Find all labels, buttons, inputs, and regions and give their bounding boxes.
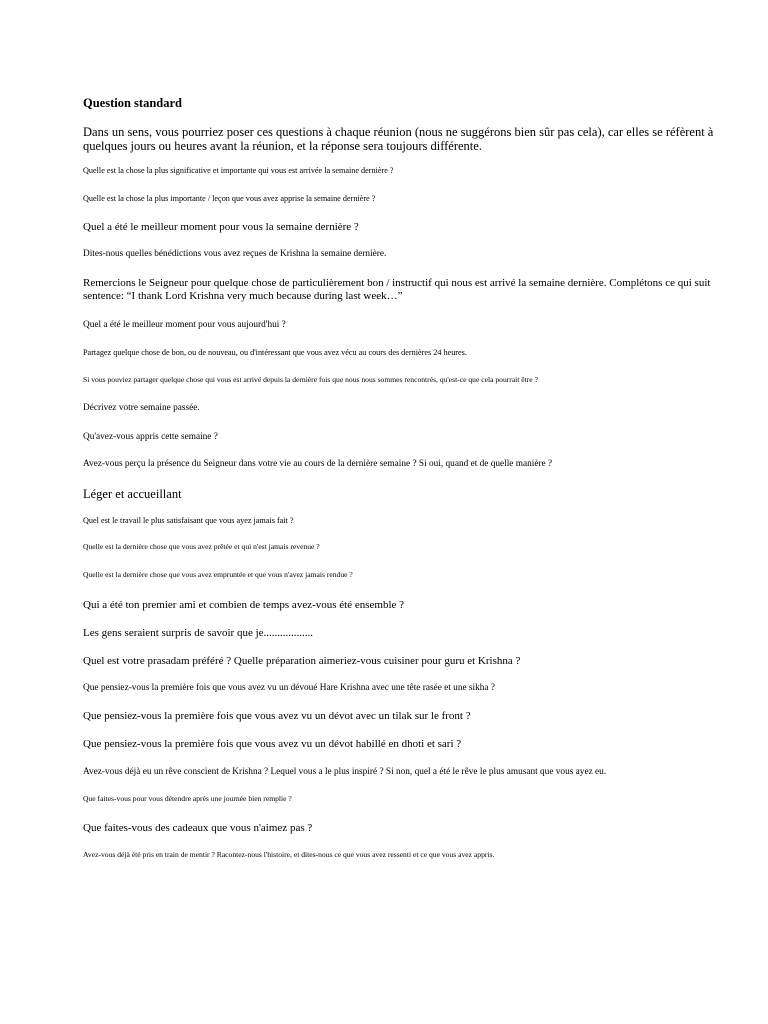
question-item: Que pensiez-vous la première fois que vous avez vu un dévot avec un tilak sur le front ? bbox=[83, 710, 471, 722]
intro-paragraph: Dans un sens, vous pourriez poser ces questions à chaque réunion (nous ne suggérons bien sûr pas cela), car elles se réfèrent à quelques jours ou heures avant la réunion, et la réponse sera toujours différente. bbox=[83, 125, 714, 154]
question-item: Qu'avez-vous appris cette semaine ? bbox=[83, 432, 218, 442]
question-item: Avez-vous déjà eu un rêve conscient de Krishna ? Lequel vous a le plus inspiré ? Si non, quel a été le rêve le plus amusant que vous ayez eu. bbox=[83, 767, 607, 777]
question-item: Dites-nous quelles bénédictions vous avez reçues de Krishna la semaine dernière. bbox=[83, 249, 387, 259]
question-item: Quelle est la chose la plus importante / leçon que vous avez apprise la semaine dernière ? bbox=[83, 194, 376, 203]
question-item: Que faites-vous des cadeaux que vous n'aimez pas ? bbox=[83, 822, 313, 834]
question-item: Les gens seraient surpris de savoir que je.................. bbox=[83, 627, 314, 639]
question-item: Quel a été le meilleur moment pour vous la semaine dernière ? bbox=[83, 221, 359, 233]
question-item: Que pensiez-vous la première fois que vous avez vu un dévot habillé en dhoti et sari ? bbox=[83, 738, 462, 750]
section-title: Question standard bbox=[83, 96, 182, 110]
question-item: Quelle est la chose la plus significative et importante qui vous est arrivée la semaine dernière ? bbox=[83, 166, 394, 175]
question-item: Si vous pouviez partager quelque chose qui vous est arrivé depuis la dernière fois que nous nous sommes rencontrés, qu'est-ce que cela pourrait être ? bbox=[83, 375, 538, 384]
question-item: Quel a été le meilleur moment pour vous aujourd'hui ? bbox=[83, 320, 286, 330]
question-item: Que faites-vous pour vous détendre après une journée bien remplie ? bbox=[83, 794, 292, 803]
question-item: Quel est votre prasadam préféré ? Quelle préparation aimeriez-vous cuisiner pour guru et Krishna ? bbox=[83, 655, 521, 667]
question-item: Avez-vous déjà été pris en train de mentir ? Racontez-nous l'histoire, et dites-nous ce que vous avez ressenti et ce que vous avez appris. bbox=[83, 850, 495, 859]
question-item: Avez-vous perçu la présence du Seigneur dans votre vie au cours de la dernière semaine ? Si oui, quand et de quelle manière ? bbox=[83, 459, 553, 469]
question-item: Quel est le travail le plus satisfaisant que vous ayez jamais fait ? bbox=[83, 516, 294, 525]
question-item: Partagez quelque chose de bon, ou de nouveau, ou d'intéressant que vous avez vécu au cours des dernières 24 heures. bbox=[83, 348, 467, 357]
question-item: Quelle est la dernière chose que vous avez empruntée et que vous n'avez jamais rendue ? bbox=[83, 570, 353, 579]
question-item: Quelle est la dernière chose que vous avez prêtée et qui n'est jamais revenue ? bbox=[83, 542, 320, 551]
question-item: Décrivez votre semaine passée. bbox=[83, 403, 200, 413]
question-item: Que pensiez-vous la première fois que vous avez vu un dévoué Hare Krishna avec une tête rasée et une sikha ? bbox=[83, 683, 495, 693]
question-item: Qui a été ton premier ami et combien de temps avez-vous été ensemble ? bbox=[83, 599, 405, 611]
question-item: Remercions le Seigneur pour quelque chose de particulièrement bon / instructif qui nous est arrivé la semaine dernière. Complétons ce qui suit sentence: “I thank Lord Krishna very much because during last week…” bbox=[83, 277, 711, 302]
section-title: Léger et accueillant bbox=[83, 487, 182, 501]
